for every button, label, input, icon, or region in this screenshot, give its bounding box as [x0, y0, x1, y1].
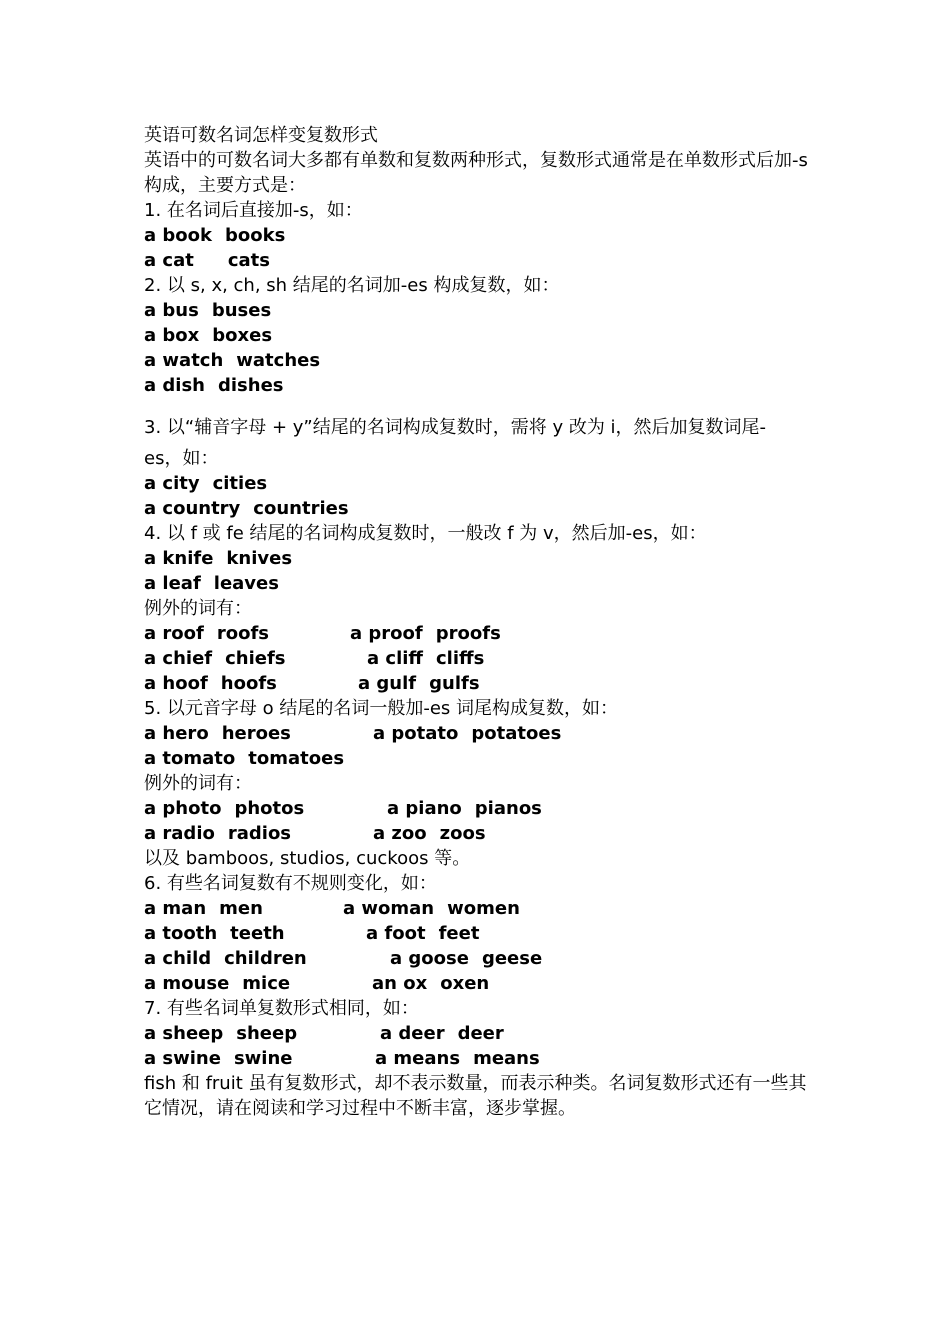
rule6-example-row-1: a man men a woman women — [144, 898, 520, 919]
rule5-example-row-2: a tomato tomatoes — [144, 748, 345, 769]
rule2-example-2: a box boxes — [144, 325, 273, 346]
rule1-example-2: a cat cats — [144, 250, 270, 271]
rule4-heading: 4. 以 f 或 fe 结尾的名词构成复数时，一般改 f 为 v，然后加-es，如： — [144, 523, 707, 544]
rule3-heading: 3. 以“辅音字母 + y”结尾的名词构成复数时，需将 y 改为 i，然后加复数词尾- — [144, 417, 767, 438]
document-title: 英语可数名词怎样变复数形式 — [144, 125, 378, 146]
rule7-example-row-2: a swine swine a means means — [144, 1048, 540, 1069]
rule4-exception-row-2: a chief chiefs a cliff cliffs — [144, 648, 485, 669]
rule5-also: 以及 bamboos, studios, cuckoos 等。 — [144, 848, 471, 869]
rule7-heading: 7. 有些名词单复数形式相同，如： — [144, 998, 419, 1019]
rule4-exceptions-label: 例外的词有： — [144, 598, 252, 619]
rule3-heading-cont: es，如： — [144, 448, 219, 469]
rule4-example-2: a leaf leaves — [144, 573, 279, 594]
rule2-example-4: a dish dishes — [144, 375, 284, 396]
rule6-example-row-3: a child children a goose geese — [144, 948, 543, 969]
rule5-exception-row-2: a radio radios a zoo zoos — [144, 823, 486, 844]
rule5-heading: 5. 以元音字母 o 结尾的名词一般加-es 词尾构成复数，如： — [144, 698, 619, 719]
intro-paragraph: 英语中的可数名词大多都有单数和复数两种形式，复数形式通常是在单数形式后加-s 构成，主要方式是： — [144, 150, 808, 196]
rule5-exception-row-1: a photo photos a piano pianos — [144, 798, 542, 819]
rule2-example-1: a bus buses — [144, 300, 272, 321]
rule4-example-1: a knife knives — [144, 548, 293, 569]
rule2-example-3: a watch watches — [144, 350, 321, 371]
rule6-example-row-4: a mouse mice an ox oxen — [144, 973, 490, 994]
rule2-heading: 2. 以 s, x, ch, sh 结尾的名词加-es 构成复数，如： — [144, 275, 560, 296]
rule6-example-row-2: a tooth teeth a foot feet — [144, 923, 480, 944]
rule5-exceptions-label: 例外的词有： — [144, 773, 252, 794]
rule4-exception-row-1: a roof roofs a proof proofs — [144, 623, 501, 644]
rule6-heading: 6. 有些名词复数有不规则变化，如： — [144, 873, 437, 894]
rule7-example-row-1: a sheep sheep a deer deer — [144, 1023, 504, 1044]
rule5-example-row-1: a hero heroes a potato potatoes — [144, 723, 562, 744]
document-body — [144, 123, 814, 1121]
rule4-exception-row-3: a hoof hoofs a gulf gulfs — [144, 673, 480, 694]
rule1-example-1: a book books — [144, 225, 286, 246]
closing-paragraph: fish 和 fruit 虽有复数形式，却不表示数量，而表示种类。名词复数形式还有一些其它情况，请在阅读和学习过程中不断丰富，逐步掌握。 — [144, 1073, 807, 1119]
rule3-example-1: a city cities — [144, 473, 268, 494]
rule3-example-2: a country countries — [144, 498, 349, 519]
rule1-heading: 1. 在名词后直接加-s，如： — [144, 200, 363, 221]
